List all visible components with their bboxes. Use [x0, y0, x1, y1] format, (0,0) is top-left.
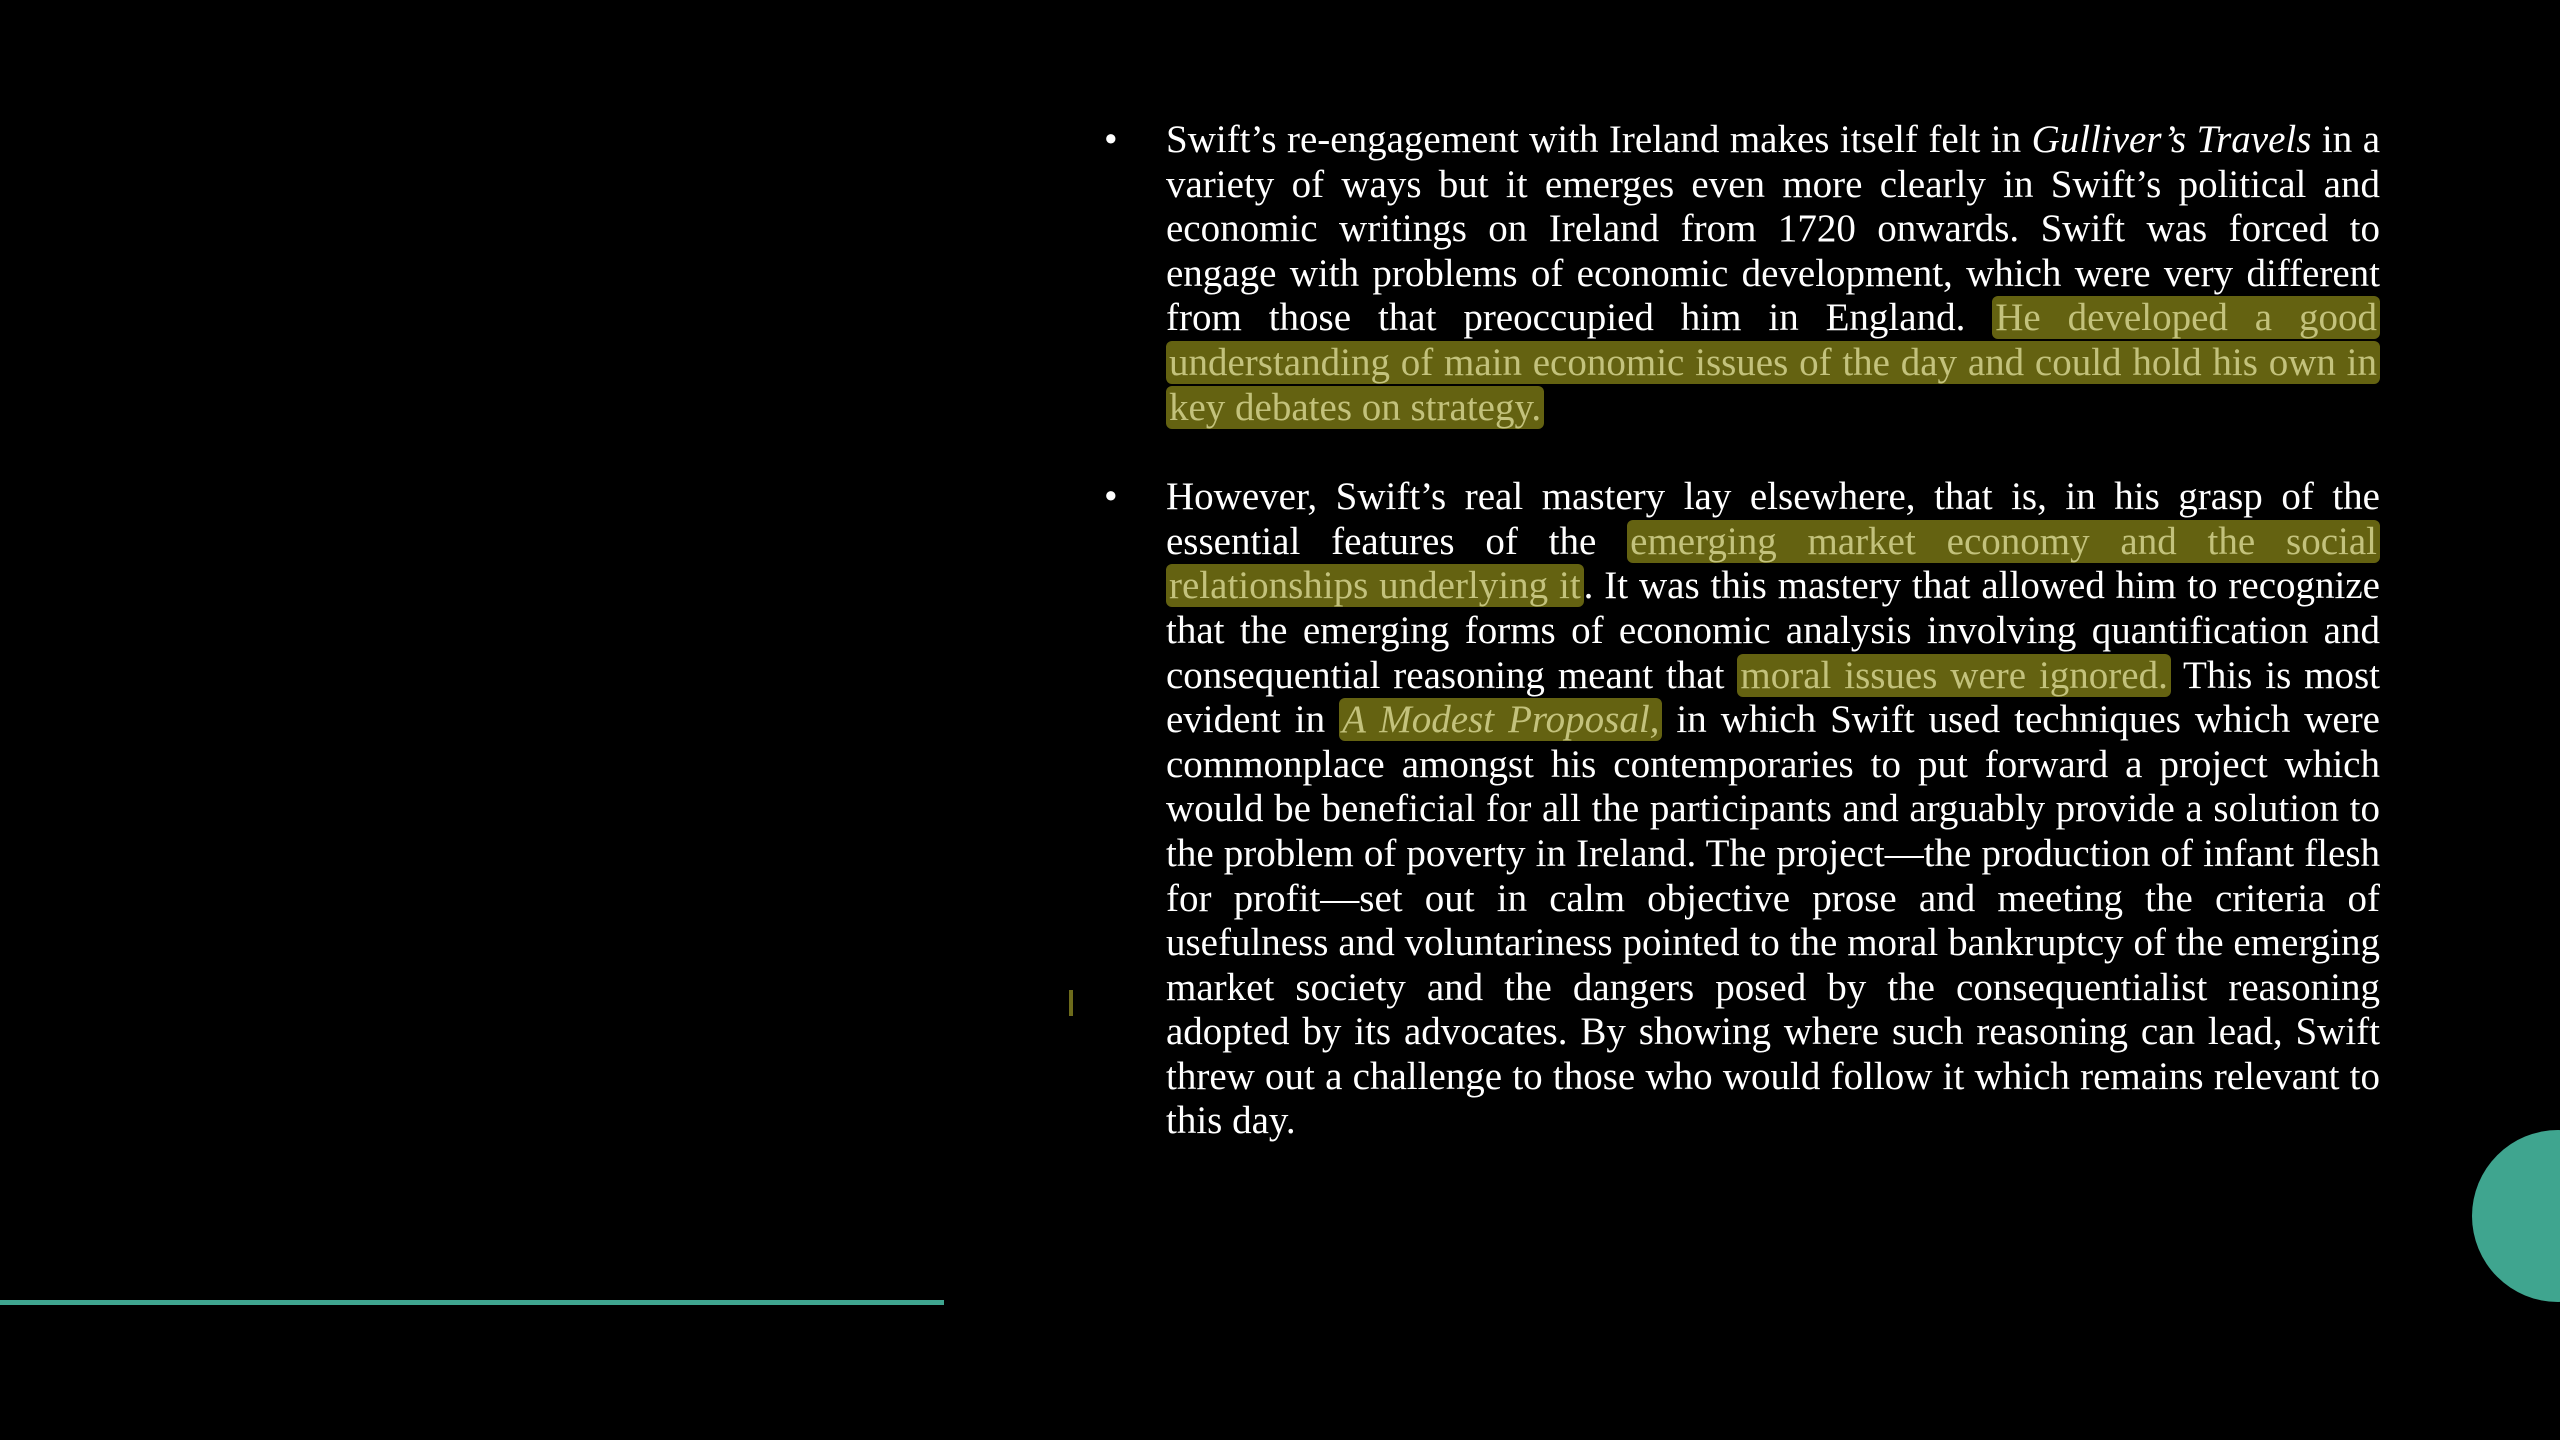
text-segment: This is most evident in	[1166, 653, 2380, 742]
highlighted-text: moral issues were ignored.	[1737, 654, 2170, 697]
highlight-mark	[1069, 990, 1073, 1016]
highlighted-text: He developed a good understanding of main economic issues of the day and could hold his own in key debates on strategy.	[1166, 296, 2380, 428]
accent-circle	[2472, 1130, 2560, 1302]
bullet-text-2	[1166, 475, 2380, 1144]
highlighted-text: emerging market economy and the social relationships underlying it	[1166, 520, 2380, 608]
highlighted-italic-title-a-modest-proposal: A Modest Proposal,	[1339, 698, 1662, 741]
italic-title-gullivers-travels: Gulliver’s Travels	[2031, 118, 2312, 161]
text-segment: However, Swift’s real mastery lay elsewhere, that is, in his grasp of the essential features of the	[1166, 475, 2380, 563]
accent-line	[0, 1300, 944, 1305]
bullet-item-1	[1100, 118, 2380, 430]
bullet-item-2	[1100, 475, 2380, 1144]
bullet-list	[1100, 118, 2380, 1189]
text-segment: in a variety of ways but it emerges even more clearly in Swift’s political and economic writings on Ireland from 1720 onwards. Swift was forced to engage with problems of economic development, which were very different from those that preoccupied him in England.	[1166, 118, 2380, 340]
text-segment: in which Swift used techniques which were commonplace amongst his contemporaries to put forward a project which would be beneficial for all the participants and arguably provide a solution to the problem of poverty in Ireland. The project—the production of infant flesh for profit—set out in calm objective prose and meeting the criteria of usefulness and voluntariness pointed to the moral bankruptcy of the emerging market society and the dangers posed by the consequentialist reasoning adopted by its advocates. By showing where such reasoning can lead, Swift threw out a challenge to those who would follow it which remains relevant to this day.	[1166, 698, 2380, 1143]
text-segment: Swift’s re-engagement with Ireland makes itself felt in	[1166, 118, 2032, 161]
text-segment: . It was this mastery that allowed him to recognize that the emerging forms of economic analysis involving quantification and consequential reasoning meant that	[1166, 564, 2380, 697]
bullet-text-1	[1166, 118, 2380, 430]
